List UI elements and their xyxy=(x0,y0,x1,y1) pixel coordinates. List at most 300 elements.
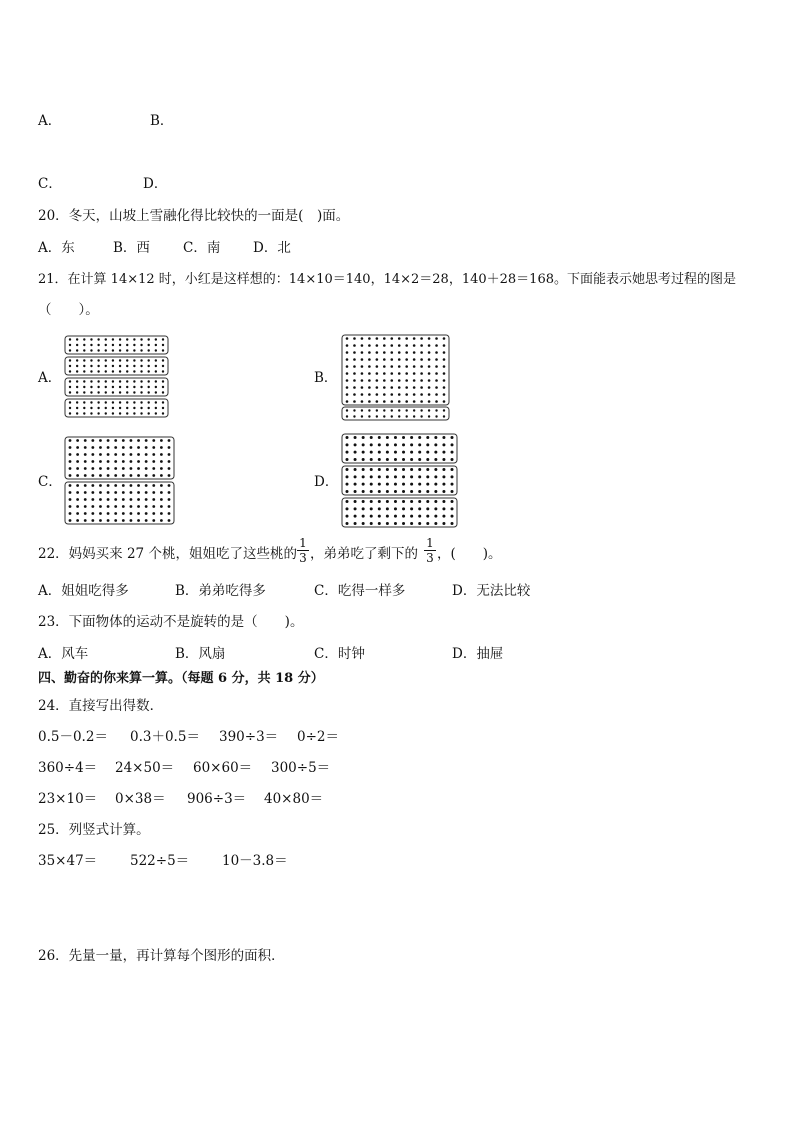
dot xyxy=(105,349,107,351)
dot xyxy=(105,380,107,382)
dot xyxy=(353,400,356,403)
q24-r1-c2: 0.3＋0.5＝ xyxy=(130,729,200,745)
q24-stem: 24．直接写出得数． xyxy=(38,698,164,714)
dot xyxy=(84,446,87,449)
dot xyxy=(418,458,421,461)
q19-option-a: A． xyxy=(38,113,62,129)
dot xyxy=(76,512,79,515)
dot xyxy=(346,490,349,493)
dot xyxy=(162,412,164,414)
dot xyxy=(353,386,356,389)
dot xyxy=(376,386,379,389)
dot xyxy=(353,351,356,354)
dot xyxy=(126,365,128,367)
dot xyxy=(147,338,149,340)
dot xyxy=(398,372,401,375)
dot xyxy=(90,370,92,372)
dot xyxy=(361,372,364,375)
dot xyxy=(386,451,389,454)
dot xyxy=(418,515,421,518)
dot xyxy=(451,483,454,486)
dot xyxy=(390,386,393,389)
dot xyxy=(107,519,110,522)
dot xyxy=(420,400,423,403)
dot xyxy=(390,379,393,382)
dot xyxy=(434,483,437,486)
dot xyxy=(140,391,142,393)
dot xyxy=(354,522,357,525)
dot xyxy=(152,512,155,515)
dot xyxy=(354,483,357,486)
dot xyxy=(346,400,349,403)
dot xyxy=(69,359,71,361)
dot xyxy=(155,401,157,403)
dot xyxy=(390,393,393,396)
dot xyxy=(90,359,92,361)
dot xyxy=(119,359,121,361)
dot xyxy=(362,490,365,493)
dot xyxy=(383,344,386,347)
dot xyxy=(99,467,102,470)
dot xyxy=(105,359,107,361)
dot xyxy=(112,412,114,414)
dot xyxy=(84,512,87,515)
dot xyxy=(105,407,107,409)
dot xyxy=(114,505,117,508)
q24-r1-c3: 390÷3＝ xyxy=(219,729,279,745)
dot xyxy=(168,484,171,487)
dot xyxy=(69,401,71,403)
dot xyxy=(376,393,379,396)
dot xyxy=(413,337,416,340)
dot xyxy=(428,351,431,354)
q22-option-b: B．弟弟吃得多 xyxy=(175,583,266,599)
dot xyxy=(162,344,164,346)
dot xyxy=(155,407,157,409)
dot xyxy=(162,380,164,382)
dot xyxy=(107,453,110,456)
dot xyxy=(107,491,110,494)
dot xyxy=(69,380,71,382)
dot xyxy=(362,507,365,510)
dot xyxy=(145,505,148,508)
dot xyxy=(130,512,133,515)
section-4-heading: 四、勤奋的你来算一算。（每题 6 分，共 18 分） xyxy=(38,671,324,686)
dot xyxy=(122,512,125,515)
dot xyxy=(140,359,142,361)
dot xyxy=(145,460,148,463)
dot xyxy=(420,351,423,354)
dot xyxy=(69,512,72,515)
dot xyxy=(378,468,381,471)
dot xyxy=(361,409,363,411)
dot xyxy=(69,344,71,346)
dot xyxy=(362,515,365,518)
dot xyxy=(130,439,133,442)
dot-group-frame xyxy=(342,407,449,420)
dot xyxy=(137,512,140,515)
dot xyxy=(346,451,349,454)
dot xyxy=(137,439,140,442)
dot xyxy=(368,400,371,403)
dot-group-frame xyxy=(65,336,168,354)
dot xyxy=(378,443,381,446)
dot xyxy=(376,337,379,340)
dot xyxy=(410,500,413,503)
dot xyxy=(442,458,445,461)
dot xyxy=(442,483,445,486)
dot xyxy=(145,439,148,442)
dot xyxy=(147,359,149,361)
dot xyxy=(443,379,446,382)
q20-option-d: D．北 xyxy=(253,240,291,256)
dot xyxy=(443,393,446,396)
dot xyxy=(362,522,365,525)
dot xyxy=(362,500,365,503)
dot xyxy=(145,484,148,487)
dot xyxy=(160,439,163,442)
dot xyxy=(119,391,121,393)
dot xyxy=(383,351,386,354)
dot xyxy=(361,415,363,417)
dot xyxy=(420,386,423,389)
dot xyxy=(84,498,87,501)
dot xyxy=(147,386,149,388)
dot xyxy=(368,337,371,340)
dot xyxy=(137,498,140,501)
dot xyxy=(114,446,117,449)
dot xyxy=(383,358,386,361)
dot xyxy=(90,338,92,340)
dot xyxy=(443,337,446,340)
dot xyxy=(114,498,117,501)
dot xyxy=(168,453,171,456)
dot xyxy=(443,365,446,368)
dot xyxy=(122,484,125,487)
dot xyxy=(410,458,413,461)
dot xyxy=(140,380,142,382)
dot xyxy=(405,393,408,396)
dot xyxy=(378,490,381,493)
dot xyxy=(119,407,121,409)
dot xyxy=(413,393,416,396)
dot xyxy=(83,391,85,393)
dot xyxy=(434,475,437,478)
dot xyxy=(420,372,423,375)
dot xyxy=(368,372,371,375)
dot xyxy=(147,401,149,403)
dot xyxy=(410,507,413,510)
dot xyxy=(402,507,405,510)
dot xyxy=(91,467,94,470)
dot xyxy=(410,468,413,471)
dot xyxy=(370,468,373,471)
dot xyxy=(434,507,437,510)
dot xyxy=(76,460,79,463)
dot xyxy=(398,400,401,403)
dot xyxy=(112,365,114,367)
dot xyxy=(443,400,446,403)
dot xyxy=(376,400,379,403)
dot xyxy=(76,484,79,487)
dot xyxy=(434,458,437,461)
dot xyxy=(390,344,393,347)
dot xyxy=(442,500,445,503)
dot xyxy=(105,401,107,403)
dot xyxy=(418,468,421,471)
q26-stem: 26．先量一量，再计算每个图形的面积． xyxy=(38,948,285,964)
dot xyxy=(122,453,125,456)
dot xyxy=(107,460,110,463)
dot xyxy=(160,519,163,522)
dot xyxy=(84,505,87,508)
dot xyxy=(410,515,413,518)
dot xyxy=(97,386,99,388)
dot xyxy=(119,386,121,388)
dot xyxy=(105,412,107,414)
dot xyxy=(140,386,142,388)
dot xyxy=(147,407,149,409)
dot xyxy=(353,337,356,340)
dot xyxy=(90,380,92,382)
dot xyxy=(398,379,401,382)
dot xyxy=(83,407,85,409)
dot xyxy=(126,359,128,361)
dot xyxy=(420,415,422,417)
dot xyxy=(160,467,163,470)
dot xyxy=(119,349,121,351)
dot xyxy=(354,451,357,454)
dot xyxy=(386,500,389,503)
dot xyxy=(140,412,142,414)
dot-group-frame xyxy=(65,437,174,479)
dot xyxy=(145,467,148,470)
dot xyxy=(168,446,171,449)
dot xyxy=(361,393,364,396)
dot xyxy=(107,467,110,470)
dot xyxy=(69,491,72,494)
q25-stem: 25．列竖式计算。 xyxy=(38,822,150,838)
dot xyxy=(130,474,133,477)
dot xyxy=(69,365,71,367)
dot xyxy=(126,407,128,409)
dot xyxy=(418,436,421,439)
dot xyxy=(83,370,85,372)
dot xyxy=(119,365,121,367)
dot xyxy=(420,379,423,382)
dot xyxy=(394,436,397,439)
dot xyxy=(442,451,445,454)
dot xyxy=(147,412,149,414)
dot xyxy=(137,446,140,449)
dot xyxy=(426,451,429,454)
dot-group-frame xyxy=(65,357,168,375)
dot xyxy=(378,500,381,503)
dot xyxy=(394,522,397,525)
dot xyxy=(402,443,405,446)
dot xyxy=(428,379,431,382)
dot xyxy=(426,436,429,439)
dot xyxy=(368,351,371,354)
dot xyxy=(155,380,157,382)
dot xyxy=(76,386,78,388)
dot xyxy=(354,458,357,461)
q19-option-d: D． xyxy=(143,176,168,192)
dot xyxy=(435,344,438,347)
dot xyxy=(413,400,416,403)
dot xyxy=(112,401,114,403)
dot xyxy=(133,338,135,340)
dot xyxy=(418,483,421,486)
dot xyxy=(119,380,121,382)
dot xyxy=(435,393,438,396)
dot xyxy=(147,349,149,351)
dot xyxy=(69,484,72,487)
dot xyxy=(112,338,114,340)
dot xyxy=(383,400,386,403)
dot xyxy=(137,474,140,477)
dot xyxy=(76,505,79,508)
dot xyxy=(378,507,381,510)
dot xyxy=(451,436,454,439)
dot xyxy=(443,344,446,347)
dot xyxy=(346,483,349,486)
dot xyxy=(69,407,71,409)
dot xyxy=(122,505,125,508)
q24-r1-c1: 0.5－0.2＝ xyxy=(38,729,108,745)
q24-r2-c1: 360÷4＝ xyxy=(38,760,98,776)
dot xyxy=(97,349,99,351)
dot xyxy=(112,344,114,346)
dot xyxy=(370,522,373,525)
dot xyxy=(99,439,102,442)
dot xyxy=(376,365,379,368)
dot xyxy=(152,498,155,501)
dot xyxy=(413,379,416,382)
q22-stem-part2: ，弟弟吃了剩下的 xyxy=(310,546,418,562)
dot xyxy=(83,359,85,361)
dot xyxy=(152,505,155,508)
dot xyxy=(386,490,389,493)
q19-option-b: B． xyxy=(150,113,174,129)
dot xyxy=(386,458,389,461)
dot xyxy=(107,498,110,501)
dot xyxy=(386,475,389,478)
dot xyxy=(402,475,405,478)
dot xyxy=(160,453,163,456)
dot xyxy=(353,372,356,375)
dot xyxy=(122,467,125,470)
dot xyxy=(83,412,85,414)
dot xyxy=(76,370,78,372)
dot xyxy=(114,460,117,463)
dot xyxy=(112,359,114,361)
dot xyxy=(383,372,386,375)
dot xyxy=(370,436,373,439)
dot xyxy=(410,490,413,493)
dot xyxy=(114,474,117,477)
dot xyxy=(376,409,378,411)
dot xyxy=(354,436,357,439)
dot xyxy=(383,379,386,382)
dot xyxy=(126,349,128,351)
dot xyxy=(435,409,437,411)
dot xyxy=(426,458,429,461)
dot xyxy=(162,370,164,372)
dot xyxy=(413,386,416,389)
dot xyxy=(112,391,114,393)
dot xyxy=(353,365,356,368)
dot xyxy=(442,507,445,510)
dot xyxy=(99,505,102,508)
dot xyxy=(160,498,163,501)
dot xyxy=(105,391,107,393)
dot xyxy=(160,446,163,449)
dot xyxy=(383,409,385,411)
dot xyxy=(420,358,423,361)
dot xyxy=(91,519,94,522)
dot xyxy=(130,498,133,501)
dot xyxy=(354,507,357,510)
dot-array-figure-b xyxy=(341,334,451,422)
dot xyxy=(126,338,128,340)
dot xyxy=(119,370,121,372)
dot xyxy=(155,391,157,393)
dot xyxy=(398,358,401,361)
dot xyxy=(155,349,157,351)
dot xyxy=(368,393,371,396)
dot-group-frame xyxy=(65,378,168,396)
dot xyxy=(442,436,445,439)
dot xyxy=(413,351,416,354)
dot xyxy=(76,467,79,470)
dot xyxy=(112,380,114,382)
dot xyxy=(126,386,128,388)
dot xyxy=(145,519,148,522)
dot xyxy=(428,337,431,340)
dot xyxy=(147,391,149,393)
dot xyxy=(84,439,87,442)
dot xyxy=(428,400,431,403)
dot xyxy=(126,401,128,403)
dot xyxy=(168,474,171,477)
dot xyxy=(137,505,140,508)
dot xyxy=(361,365,364,368)
dot xyxy=(426,475,429,478)
dot xyxy=(362,468,365,471)
dot xyxy=(152,460,155,463)
dot-array-figure-a xyxy=(64,335,170,421)
dot xyxy=(83,401,85,403)
dot xyxy=(119,401,121,403)
dot xyxy=(451,458,454,461)
dot-array-figure-c xyxy=(64,436,176,526)
dot xyxy=(418,451,421,454)
dot xyxy=(84,484,87,487)
dot xyxy=(107,505,110,508)
q22-option-d: D．无法比较 xyxy=(452,583,531,599)
dot xyxy=(434,522,437,525)
dot xyxy=(76,474,79,477)
dot xyxy=(402,458,405,461)
dot xyxy=(394,490,397,493)
dot xyxy=(443,386,446,389)
dot xyxy=(119,338,121,340)
dot xyxy=(107,512,110,515)
dot xyxy=(368,358,371,361)
dot xyxy=(420,409,422,411)
dot xyxy=(398,386,401,389)
